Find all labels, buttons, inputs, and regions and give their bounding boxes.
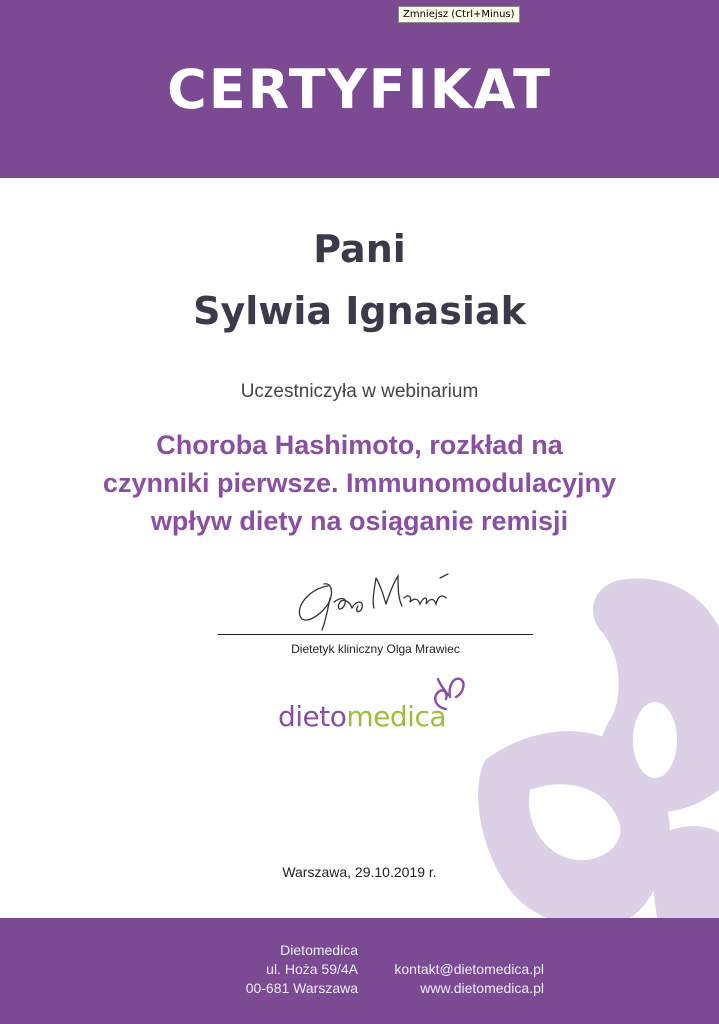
webinar-title-line: czynniki pierwsze. Immunomodulacyjny [102,468,617,498]
logo-text-part: medica [346,700,446,733]
logo-text-part: dieto [278,700,347,733]
website-link[interactable]: www.dietomedica.pl [420,980,544,996]
webinar-title-line: wpływ diety na osiąganie remisji [150,506,569,536]
recipient-salutation: Pani [313,227,406,271]
butterfly-icon [430,673,466,713]
handwritten-signature [290,568,460,636]
company-city: 00-681 Warszawa [245,980,358,996]
company-name: Dietomedica [280,942,358,958]
company-street: ul. Hoża 59/4A [266,961,358,977]
webinar-title-line: Choroba Hashimoto, rozkład na [156,430,563,460]
signature-line [218,634,533,635]
issue-date: Warszawa, 29.10.2019 r. [282,864,437,880]
webinar-title [60,426,659,540]
certificate-title: CERTYFIKAT [167,58,552,121]
company-contact [378,960,544,998]
signature-caption: Dietetyk kliniczny Olga Mrawiec [291,642,460,656]
certificate-footer [0,918,719,1024]
recipient-name: Sylwia Ignasiak [193,289,526,333]
participation-text: Uczestniczyła w webinarium [240,381,479,402]
certificate-header [0,0,719,178]
zoom-out-tooltip: Zmniejsz (Ctrl+Minus) [398,6,520,23]
company-address [190,941,358,998]
dietomedica-logo [278,700,446,733]
contact-email[interactable]: kontakt@dietomedica.pl [394,961,544,977]
